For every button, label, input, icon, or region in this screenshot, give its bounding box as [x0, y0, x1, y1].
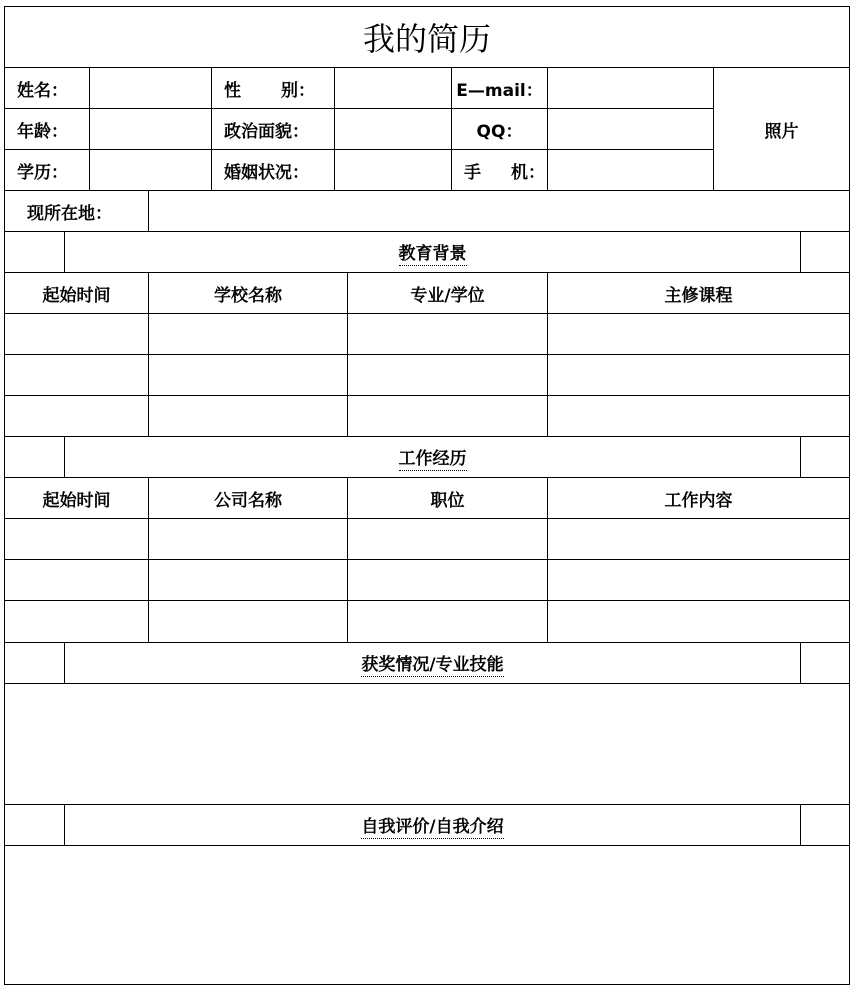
work-cell[interactable] — [347, 600, 548, 643]
location-label: 现所在地： — [4, 190, 149, 232]
work-cell[interactable] — [347, 518, 548, 560]
awards-section-spacer-right — [800, 642, 850, 684]
photo-box[interactable]: 照片 — [713, 67, 850, 191]
location-input[interactable] — [148, 190, 850, 232]
work-header-position: 职位 — [347, 477, 548, 519]
self-eval-textarea[interactable] — [4, 845, 850, 985]
edu-cell[interactable] — [4, 354, 149, 396]
page-title: 我的简历 — [4, 6, 850, 68]
edu-cell[interactable] — [148, 313, 348, 355]
work-section-title-text: 工作经历 — [399, 444, 467, 471]
edu-header-school: 学校名称 — [148, 272, 348, 314]
work-cell[interactable] — [547, 559, 850, 601]
edu-cell[interactable] — [347, 354, 548, 396]
education-section-title — [64, 231, 801, 273]
email-label: E—mail： — [451, 67, 548, 109]
awards-textarea[interactable] — [4, 683, 850, 805]
edu-header-courses: 主修课程 — [547, 272, 850, 314]
phone-label — [451, 149, 548, 191]
resume-form — [4, 6, 850, 985]
work-cell[interactable] — [148, 518, 348, 560]
work-cell[interactable] — [4, 600, 149, 643]
name-input[interactable] — [89, 67, 212, 109]
work-cell[interactable] — [347, 559, 548, 601]
phone-label-a: 手 — [464, 162, 481, 183]
work-header-content: 工作内容 — [547, 477, 850, 519]
edu-cell[interactable] — [4, 395, 149, 437]
self-eval-section-spacer-left — [4, 804, 65, 846]
education-section-spacer-left — [4, 231, 65, 273]
edu-cell[interactable] — [4, 313, 149, 355]
self-eval-section-spacer-right — [800, 804, 850, 846]
work-cell[interactable] — [4, 559, 149, 601]
gender-label-b: 别： — [281, 80, 315, 101]
work-cell[interactable] — [148, 559, 348, 601]
edu-cell[interactable] — [148, 395, 348, 437]
work-cell[interactable] — [547, 518, 850, 560]
awards-section-spacer-left — [4, 642, 65, 684]
awards-section-title — [64, 642, 801, 684]
work-cell[interactable] — [148, 600, 348, 643]
edu-header-start-time: 起始时间 — [4, 272, 149, 314]
work-header-company: 公司名称 — [148, 477, 348, 519]
name-label: 姓名： — [4, 67, 90, 109]
age-label: 年龄： — [4, 108, 90, 150]
gender-label-a: 性 — [224, 80, 241, 101]
self-eval-section-title-text: 自我评价/自我介绍 — [361, 812, 503, 839]
work-section-title — [64, 436, 801, 478]
work-header-start-time: 起始时间 — [4, 477, 149, 519]
education-section-spacer-right — [800, 231, 850, 273]
awards-section-title-text: 获奖情况/专业技能 — [361, 650, 503, 677]
age-input[interactable] — [89, 108, 212, 150]
political-status-input[interactable] — [334, 108, 452, 150]
education-level-input[interactable] — [89, 149, 212, 191]
qq-label: QQ： — [451, 108, 548, 150]
self-eval-section-title — [64, 804, 801, 846]
phone-label-b: 机： — [511, 162, 545, 183]
marital-status-label: 婚姻状况： — [211, 149, 335, 191]
marital-status-input[interactable] — [334, 149, 452, 191]
edu-cell[interactable] — [148, 354, 348, 396]
edu-cell[interactable] — [347, 313, 548, 355]
email-input[interactable] — [547, 67, 714, 109]
edu-cell[interactable] — [547, 313, 850, 355]
edu-cell[interactable] — [547, 395, 850, 437]
work-section-spacer-right — [800, 436, 850, 478]
gender-label — [211, 67, 335, 109]
gender-input[interactable] — [334, 67, 452, 109]
edu-cell[interactable] — [347, 395, 548, 437]
work-cell[interactable] — [4, 518, 149, 560]
education-section-title-text: 教育背景 — [399, 239, 467, 266]
work-cell[interactable] — [547, 600, 850, 643]
qq-input[interactable] — [547, 108, 714, 150]
edu-cell[interactable] — [547, 354, 850, 396]
political-status-label: 政治面貌： — [211, 108, 335, 150]
education-level-label: 学历： — [4, 149, 90, 191]
phone-input[interactable] — [547, 149, 714, 191]
work-section-spacer-left — [4, 436, 65, 478]
edu-header-major: 专业/学位 — [347, 272, 548, 314]
